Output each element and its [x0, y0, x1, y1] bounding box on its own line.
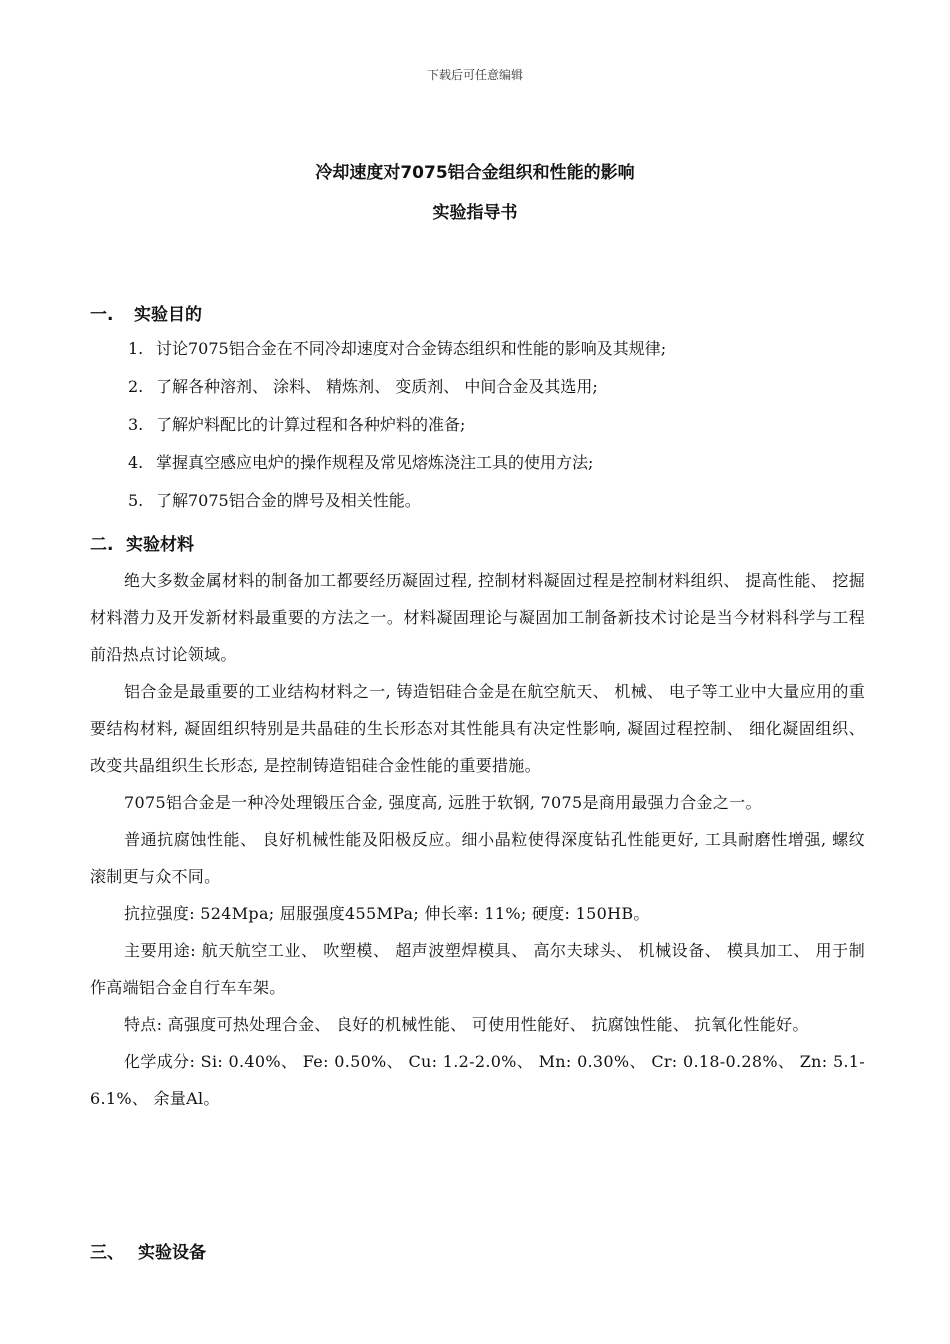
- section-3-title: 实验设备: [138, 1243, 206, 1263]
- objectives-list: [128, 336, 666, 526]
- list-item-text: 掌握真空感应电炉的操作规程及常见熔炼浇注工具的使用方法;: [156, 453, 594, 472]
- section-2-number: 二.: [90, 535, 114, 555]
- list-item-text: 讨论7075铝合金在不同冷却速度对合金铸态组织和性能的影响及其规律;: [156, 339, 667, 358]
- page-header-note: 下载后可任意编辑: [426, 68, 523, 82]
- section-2-heading: [90, 530, 194, 555]
- section-1-title: 实验目的: [134, 305, 202, 325]
- section-1-number: 一.: [90, 305, 114, 325]
- list-item-number: 3.: [128, 415, 144, 434]
- paragraph: 主要用途: 航天航空工业、 吹塑模、 超声波塑焊模具、 高尔夫球头、 机械设备、 模具加工、 用于制作高端铝合金自行车车架。: [90, 941, 865, 997]
- list-item-text: 了解7075铝合金的牌号及相关性能。: [156, 491, 421, 510]
- list-item-number: 5.: [128, 491, 144, 510]
- list-item: [128, 336, 666, 374]
- paragraph: 7075铝合金是一种冷处理锻压合金, 强度高, 远胜于软钢, 7075是商用最强力合金之一。: [124, 793, 762, 812]
- document-title: 冷却速度对7075铝合金组织和性能的影响: [315, 163, 635, 183]
- document-subtitle: 实验指导书: [432, 203, 518, 223]
- list-item-number: 2.: [128, 377, 144, 396]
- list-item: [128, 450, 666, 488]
- list-item-text: 了解各种溶剂、 涂料、 精炼剂、 变质剂、 中间合金及其选用;: [156, 377, 598, 396]
- paragraph: 抗拉强度: 524Mpa; 屈服强度455MPa; 伸长率: 11%; 硬度: 150HB。: [124, 904, 650, 923]
- paragraph: 绝大多数金属材料的制备加工都要经历凝固过程, 控制材料凝固过程是控制材料组织、 提高性能、 挖掘材料潜力及开发新材料最重要的方法之一。材料凝固理论与凝固加工制备新技术讨论是当今材料科学与工程前沿热点讨论领域。: [90, 571, 865, 664]
- list-item: [128, 488, 666, 526]
- list-item-number: 4.: [128, 453, 144, 472]
- paragraph: 普通抗腐蚀性能、 良好机械性能及阳极反应。细小晶粒使得深度钻孔性能更好, 工具耐磨性增强, 螺纹滚制更与众不同。: [90, 830, 865, 886]
- section-2-title: 实验材料: [126, 535, 194, 555]
- paragraph: 化学成分: Si: 0.40%、 Fe: 0.50%、 Cu: 1.2-2.0%、 Mn: 0.30%、 Cr: 0.18-0.28%、 Zn: 5.1-6.1%、 余量Al。: [90, 1052, 865, 1108]
- list-item-text: 了解炉料配比的计算过程和各种炉料的准备;: [156, 415, 466, 434]
- section-1-heading: [90, 300, 202, 325]
- section-2-body: [90, 562, 865, 1117]
- section-3-number: 三、: [90, 1243, 124, 1263]
- list-item-number: 1.: [128, 339, 144, 358]
- list-item: [128, 412, 666, 450]
- paragraph: 铝合金是最重要的工业结构材料之一, 铸造铝硅合金是在航空航天、 机械、 电子等工业中大量应用的重要结构材料, 凝固组织特别是共晶硅的生长形态对其性能具有决定性影响, 凝固过程控制、 细化凝固组织、 改变共晶组织生长形态, 是控制铸造铝硅合金性能的重要措施。: [90, 682, 865, 775]
- list-item: [128, 374, 666, 412]
- paragraph: 特点: 高强度可热处理合金、 良好的机械性能、 可使用性能好、 抗腐蚀性能、 抗氧化性能好。: [124, 1015, 809, 1034]
- section-3-heading: [90, 1238, 206, 1263]
